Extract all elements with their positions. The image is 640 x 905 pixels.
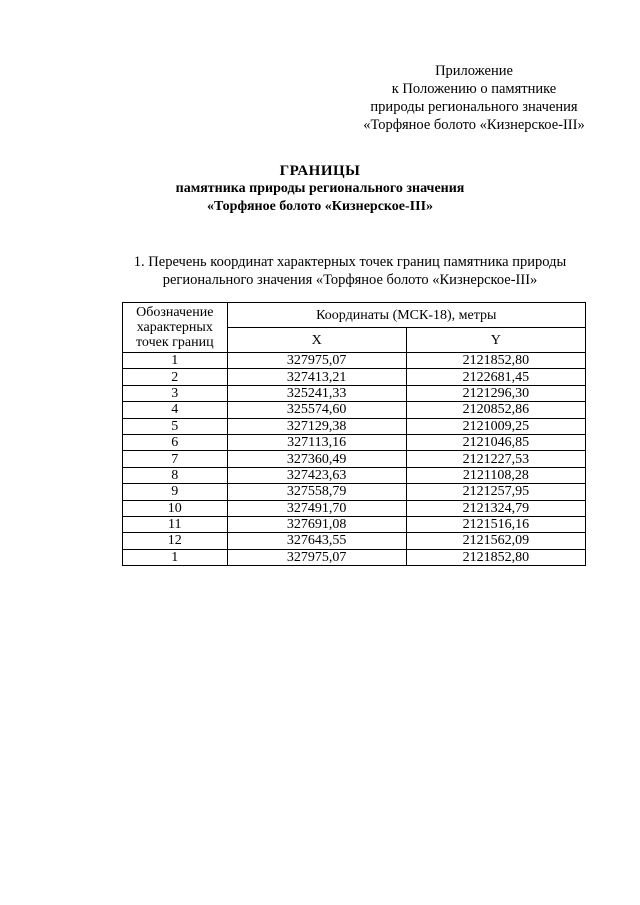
table-row	[123, 500, 586, 516]
x-cell: 327691,08	[227, 516, 406, 532]
point-cell: 1	[123, 549, 228, 565]
point-cell: 5	[123, 418, 228, 434]
x-cell: 327423,63	[227, 467, 406, 483]
x-cell: 325241,33	[227, 385, 406, 401]
table-row	[123, 467, 586, 483]
table-row	[123, 549, 586, 565]
point-cell: 10	[123, 500, 228, 516]
title-line: памятника природы регионального значения	[175, 181, 465, 196]
table-row	[123, 434, 586, 450]
x-cell: 325574,60	[227, 402, 406, 418]
title-main: ГРАНИЦЫ	[279, 163, 361, 179]
table-row	[123, 369, 586, 385]
y-cell: 2121852,80	[406, 549, 585, 565]
header-coordinates: Координаты (МСК-18), метры	[227, 303, 585, 328]
y-cell: 2121516,16	[406, 516, 585, 532]
coordinates-body	[123, 353, 586, 566]
x-cell: 327975,07	[227, 353, 406, 369]
point-cell: 11	[123, 516, 228, 532]
y-cell: 2121852,80	[406, 353, 585, 369]
document-title	[0, 162, 640, 216]
table-row	[123, 353, 586, 369]
appendix-note	[344, 62, 604, 134]
table-row	[123, 402, 586, 418]
y-cell: 2121296,30	[406, 385, 585, 401]
section-line: регионального значения «Торфяное болото «Кизнерское-III»	[162, 272, 538, 288]
point-cell: 8	[123, 467, 228, 483]
title-line: «Торфяное болото «Кизнерское-III»	[206, 199, 434, 214]
table-row	[123, 533, 586, 549]
header-designation: Обозначение характерных точек границ	[123, 303, 228, 353]
x-cell: 327129,38	[227, 418, 406, 434]
y-cell: 2121009,25	[406, 418, 585, 434]
x-cell: 327643,55	[227, 533, 406, 549]
y-cell: 2121257,95	[406, 484, 585, 500]
y-cell: 2121108,28	[406, 467, 585, 483]
coordinates-table	[122, 302, 586, 566]
table-row	[123, 418, 586, 434]
point-cell: 2	[123, 369, 228, 385]
header-x: X	[227, 328, 406, 353]
x-cell: 327975,07	[227, 549, 406, 565]
appendix-line: «Торфяное болото «Кизнерское-III»	[363, 117, 585, 133]
section-heading	[110, 253, 590, 289]
y-cell: 2121324,79	[406, 500, 585, 516]
appendix-line: природы регионального значения	[370, 99, 578, 115]
point-cell: 12	[123, 533, 228, 549]
table-row	[123, 484, 586, 500]
section-line: 1. Перечень координат характерных точек границ памятника природы	[133, 254, 567, 270]
table-row	[123, 451, 586, 467]
x-cell: 327113,16	[227, 434, 406, 450]
header-y: Y	[406, 328, 585, 353]
point-cell: 7	[123, 451, 228, 467]
y-cell: 2121227,53	[406, 451, 585, 467]
y-cell: 2121562,09	[406, 533, 585, 549]
x-cell: 327413,21	[227, 369, 406, 385]
y-cell: 2120852,86	[406, 402, 585, 418]
table-row	[123, 516, 586, 532]
table-row	[123, 385, 586, 401]
point-cell: 9	[123, 484, 228, 500]
y-cell: 2121046,85	[406, 434, 585, 450]
y-cell: 2122681,45	[406, 369, 585, 385]
point-cell: 1	[123, 353, 228, 369]
x-cell: 327491,70	[227, 500, 406, 516]
x-cell: 327360,49	[227, 451, 406, 467]
x-cell: 327558,79	[227, 484, 406, 500]
appendix-line: Приложение	[435, 63, 513, 79]
point-cell: 6	[123, 434, 228, 450]
appendix-line: к Положению о памятнике	[391, 81, 557, 97]
point-cell: 4	[123, 402, 228, 418]
point-cell: 3	[123, 385, 228, 401]
